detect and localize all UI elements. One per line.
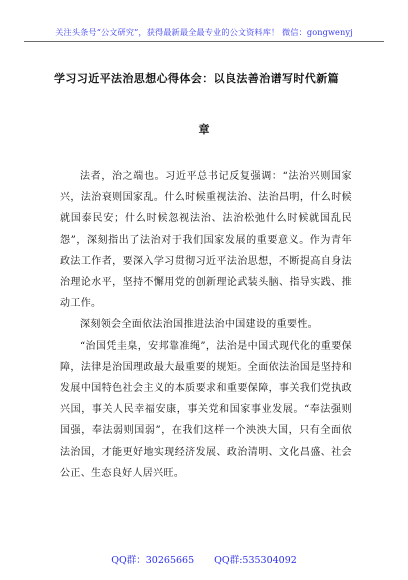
body-paragraph: 法者，治之端也。习近平总书记反复强调：“法治兴则国家兴，法治衰则国家乱。什么时候重视法治、法治昌明，什么时候就国泰民安；什么时候忽视法治、法治松弛什么时候就国乱民怨”，深刻指出了法治对于我们国家发展的重要意义。作为青年政法工作者，要深入学习贯彻习近平法治思想，不断提高自身法治理论水平，坚持不懈用党的创新理论武装头脑、指导实践、推动工作。 [60,171,352,310]
body-paragraph: 深刻领会全面依法治国推进法治中国建设的重要性。 [80,319,319,331]
footer-qq-group-2: QQ群:535304092 [214,555,297,566]
document-title-continuation: 章 [198,123,210,136]
header-divider [24,41,384,42]
document-title: 学习习近平法治思想心得体会：以良法善治谱写时代新篇 [54,72,339,85]
footer-qq-group-1: QQ群：30265665 [111,555,195,566]
body-paragraph: “治国凭圭臬，安邦靠准绳”，法治是中国式现代化的重要保障，法律是治国理政最大最重要的规矩。全面依法治国是坚持和发展中国特色社会主义的本质要求和重要保障，事关我们党执政兴国，事关人民幸福安康，事关党和国家事业发展。“奉法强则国强，奉法弱则国弱”，在我们这样一个泱泱大国，只有全面依法治国，才能更好地实现经济发展、政治清明、文化昌盛、社会公正、生态良好人居兴旺。 [60,340,352,479]
document-body [60,166,352,484]
header-banner: 关注头条号“公文研究”，获得最新最全最专业的公文资料库！ 微信：gongwenyj [55,27,353,37]
footer [0,552,408,566]
